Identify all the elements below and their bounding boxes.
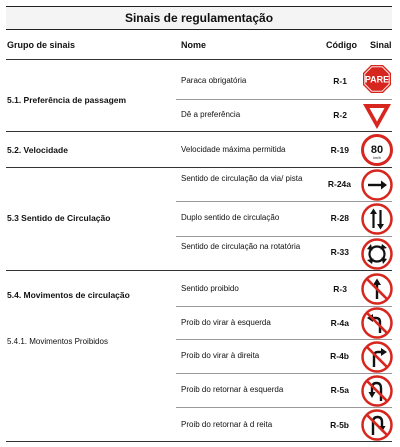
divider [6, 131, 392, 132]
header-sign: Sinal [370, 40, 392, 50]
divider [6, 167, 392, 168]
row-name: Sentido proibido [181, 284, 239, 293]
one-way-arrow-icon [361, 169, 393, 201]
no-u-turn-right-icon [361, 409, 393, 441]
row-name: Proib do retornar à esquerda [181, 385, 284, 394]
row-name: Sentido de circulação da via/ pista [181, 174, 303, 183]
row-name: Proib do virar à esquerda [181, 318, 271, 327]
header-code: Código [326, 40, 357, 50]
group-label: 5.4. Movimentos de circulação [7, 290, 130, 300]
divider [176, 306, 392, 307]
row-name: Proib do retornar à d reita [181, 420, 273, 429]
row-code: R-5a [330, 385, 349, 395]
speed-limit-icon [361, 134, 393, 166]
row-name: Sentido de circulação na rotatória [181, 242, 301, 251]
divider [176, 339, 392, 340]
divider [6, 59, 392, 60]
roundabout-icon [361, 238, 393, 270]
no-entry-icon [361, 273, 393, 305]
speed-unit: km/h [373, 156, 381, 160]
row-code: R-4b [330, 351, 349, 361]
stop-octagon-icon [361, 63, 393, 95]
group-label: 5.1. Preferência de passagem [7, 95, 127, 105]
group-label: 5.2. Velocidade [7, 145, 68, 155]
group-label: 5.3 Sentido de Circulação [7, 213, 111, 223]
row-code: R-3 [333, 284, 347, 294]
divider [176, 201, 392, 202]
header-name: Nome [181, 40, 207, 50]
row-name: Duplo sentido de circulação [181, 213, 280, 222]
no-left-turn-icon [361, 307, 393, 339]
row-name: Velocidade máxima permitida [181, 145, 286, 154]
row-code: R-24a [327, 179, 351, 189]
divider [176, 407, 392, 408]
no-right-turn-icon [361, 341, 393, 373]
subgroup-label: 5.4.1. Movimentos Proibidos [7, 337, 108, 346]
row-code: R-1 [333, 76, 347, 86]
divider [6, 441, 392, 442]
row-code: R-33 [330, 247, 349, 257]
divider [176, 236, 392, 237]
row-code: R-4a [330, 318, 349, 328]
speed-value: 80 [370, 144, 384, 156]
row-code: R-5b [330, 420, 349, 430]
table-title: Sinais de regulamentação [6, 6, 392, 30]
row-name: Proib do virar à direita [181, 351, 260, 360]
yield-triangle-icon [361, 100, 393, 132]
divider [176, 99, 392, 100]
row-code: R-19 [330, 145, 349, 155]
row-code: R-2 [333, 110, 347, 120]
header-group: Grupo de sinais [7, 40, 76, 50]
two-way-arrows-icon [361, 203, 393, 235]
no-u-turn-left-icon [361, 375, 393, 407]
row-code: R-28 [330, 213, 349, 223]
row-name: Dê a preferência [181, 110, 241, 119]
stop-sign-text: PARE [364, 74, 390, 85]
divider [176, 373, 392, 374]
divider [6, 270, 392, 271]
row-name: Paraca obrigatória [181, 76, 247, 85]
